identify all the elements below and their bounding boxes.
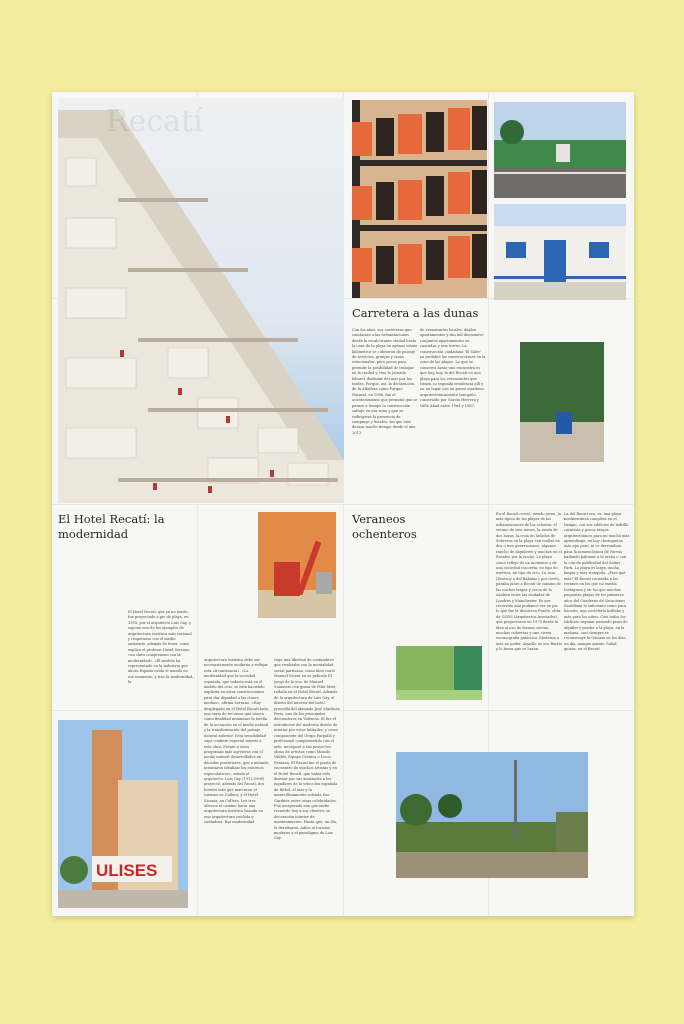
section1-column2: de veraneantes locales, dúplex apartamentos y dos mil diecinueve conjuntos apartamentos en cascadas y seis torres. La construcción ciudadana 'El Saler' ya prohibió las construcciones en la zona de las playas. Lo que se conserva hasta uno encuentra es que hay, hoy, la del Recatí en una playa para los veraneantes que tienen su segunda residencia allí y en un lugar con un paseo marítimo arquitectónicamente tranquilo, construido por García Herrera y Valle Abad entre 1964 y 1967.	[420, 328, 486, 408]
palms-landscape-photo	[396, 752, 588, 878]
white-house-photo	[494, 204, 626, 300]
trees-bin-photo	[520, 342, 604, 462]
hotel-building-photo	[58, 98, 344, 503]
section-title-hotel-recati: El Hotel Recatí: la modernidad	[58, 512, 165, 541]
section2-column1: El Hotel Recatí, que ya no existe, fue proyectado a pie de playa, en 1955, por el arquitecto Luis Gay, y supone uno de los ejemplos de arquitectura turística más racional y respetuosa con el medio ambiente, además de tener, como explica el profesor David Serrano, «un claro compromiso con la modernidad». «El modelo ha representado en la industria que ahora España cuida el mundo en ese momento, y tras la modernidad, la	[128, 610, 194, 685]
section2-column2: arquitectura turística debe ser necesariamente moderna y reflejar esta circunstancia». «La modernidad que la sociedad española, que todavía está en el ámbito del ocio, se está haciendo explícita en estas construcciones para dar dignidad a las clases medias», afirma Serrano. «Hay desplegado en el Hotel Recatí toda una serie de recursos que tienen como finalidad minimizar la huella de la actuación en el medio natural y la transformación del paisaje natural anterior. Esta sensibilidad suya confiere especial interés a este obra. Frente a otros programas más agresivos con el medio natural desarrollados en décadas posteriores, que a menudo intentaron idealizar los entornos especulativos», señala el arquitecto. Luis Gay (1912-1996) proyectó, además del Recatí, dos hoteles más que marcaron el turismo en Cullera, y el Hotel Sicania, en Cullera. Los tres ofrecen el camino hacia una arquitectura turística basada en una arquitectura cuidada y cuidadosa. Esa modernidad	[204, 658, 269, 825]
fold-line	[52, 504, 634, 505]
section-title-veraneos: Veraneos ochenteros	[352, 512, 417, 541]
roadside-fence-photo	[494, 102, 626, 198]
svg-text:ULISES: ULISES	[96, 861, 158, 880]
watermark-title: Recatí	[106, 104, 203, 139]
section2-column3: traje una libertad de costumbres que rivalizaba con la mentalidad social partisana, como bien contó Manuel Vicent en su película El juego de la oca, de Manuel Summers con guion de Pilar Miró, rodada en el Hotel Recatí. Además de la arquitectura de Luis Gay, el diseño del interior del hotel procedía del afamado José Martínez Peris, uno de los principales decoradores en Valencia. El fue el introductor del moderno diseño de interior por estas latitudes, y como componente del Grupo Parpalló y profesional comprometido con el arte, incorporó a sus proyectos obras de artistas como Manolo Valdés, Equipo Crónica o Lucio Fontana. El Recatí fue el punto de encuentro de muchos artistas y en el Hotel Recatí, que había sido diseñar por sus amistades a los jugadores de la selección española de fútbol, el mar y la maravillosamente soleada Sue Gardner, entre otras celebridades. Fue inesperado aún que nadie recuerde hoy a sus clientes, su decoración interior de mantenimiento. Hasta que, un día, lo derribaron. Adiós al turismo moderno y al paradigma de Luis Gay.	[274, 658, 340, 841]
red-chairs-photo	[258, 512, 336, 618]
section3-column1: En el Recatí creció, siendo joven, la más típica de las playas de las urbanizaciones de los ochenta: el verano de tres meses, la siesta de dos horas, la cena de helados de Sobreros en la playa con toallas en dos o tres generaciones, algunos rancho de alquileres y muchos en el Rosaleo por la noche. La playa como reflejo de un momento y de una sociedad concreta: en tipo de estética, un tipo de ocio. La ruta (Destroy o del Bakalao), por cierto, pasaba junto a Recatí de camino de las noches largas y cerca de la Azulera entre las ciudades de Londres y Manchester. Es por recorrido aún podemos ver en pie lo que fue la discoteca Puzzle, obra de GODS (Arquitectos Asociados), que proyectaron en 1970 desde la idea al uso de formas curvas, muchas cubiertas y una cierra escenografía galáctica. Moderna a más no poder. Aquello no era Barrio y lo fuera que se harán.	[496, 512, 562, 652]
section-title-carretera: Carretera a las dunas	[352, 306, 479, 320]
section1-column1: Con los años, sus carreteras que conducían a las urbanizaciones desde la recalcitrante ciudad hasta la casa de la playa en apenas veinte kilómetros se cubrieron de paisaje de servicios, granjas y casas estacionales, pero pocas para permitir la posibilidad de trabajar en la ciudad y, tras la jornada laboral, disfrutar del mar por las tardes. Porque, así, la declaración de la Albufera como Parque Natural, en 1986, fue el acontecimiento que permitió que se parase a tiempo la construcción salvaje en esa zona y que se redirigiera la presencia de campings y hoteles, sin que esto durara mucho tiempo desde el año 2013.	[352, 328, 418, 435]
fold-line	[52, 710, 634, 711]
orange-facade-photo	[352, 100, 487, 298]
green-court-photo	[396, 646, 482, 700]
ulises-building-photo	[58, 720, 188, 908]
newspaper-spread	[52, 92, 634, 916]
section3-column2: La del Recatí era, es, una playa mediterránea completa en el tiempo, con sus edificios de ladrillo caravista y pocos rasgos arquitectónicos para un mucho más aprendizaje, en hoy chiringuitos más apo pero, ni se derrumban, pasa la nomenclatura de Nirvas bailando palomas a la arena o con la cita de publicidad del Safari Park. La playa es larga, ancha, limpia y muy tranquila. ¿Para qué más? El Recatí recuerda a los veranos en los que no existía Instagram y en los que muchas pequeñas playas de los primeros años del Cuaderno de Vacaciones Santillana lo suficiente como para hacerlo, una coctelería brillaba y más para los niños. Casi todos los edificios seguían teniendo pisos de alquiler y perder a la playa, en la mañana, casi siempre se reconstruye la Galaxia en los días, un día, aunque quizás. Salud, quizás, en el Recatí.	[564, 512, 630, 652]
